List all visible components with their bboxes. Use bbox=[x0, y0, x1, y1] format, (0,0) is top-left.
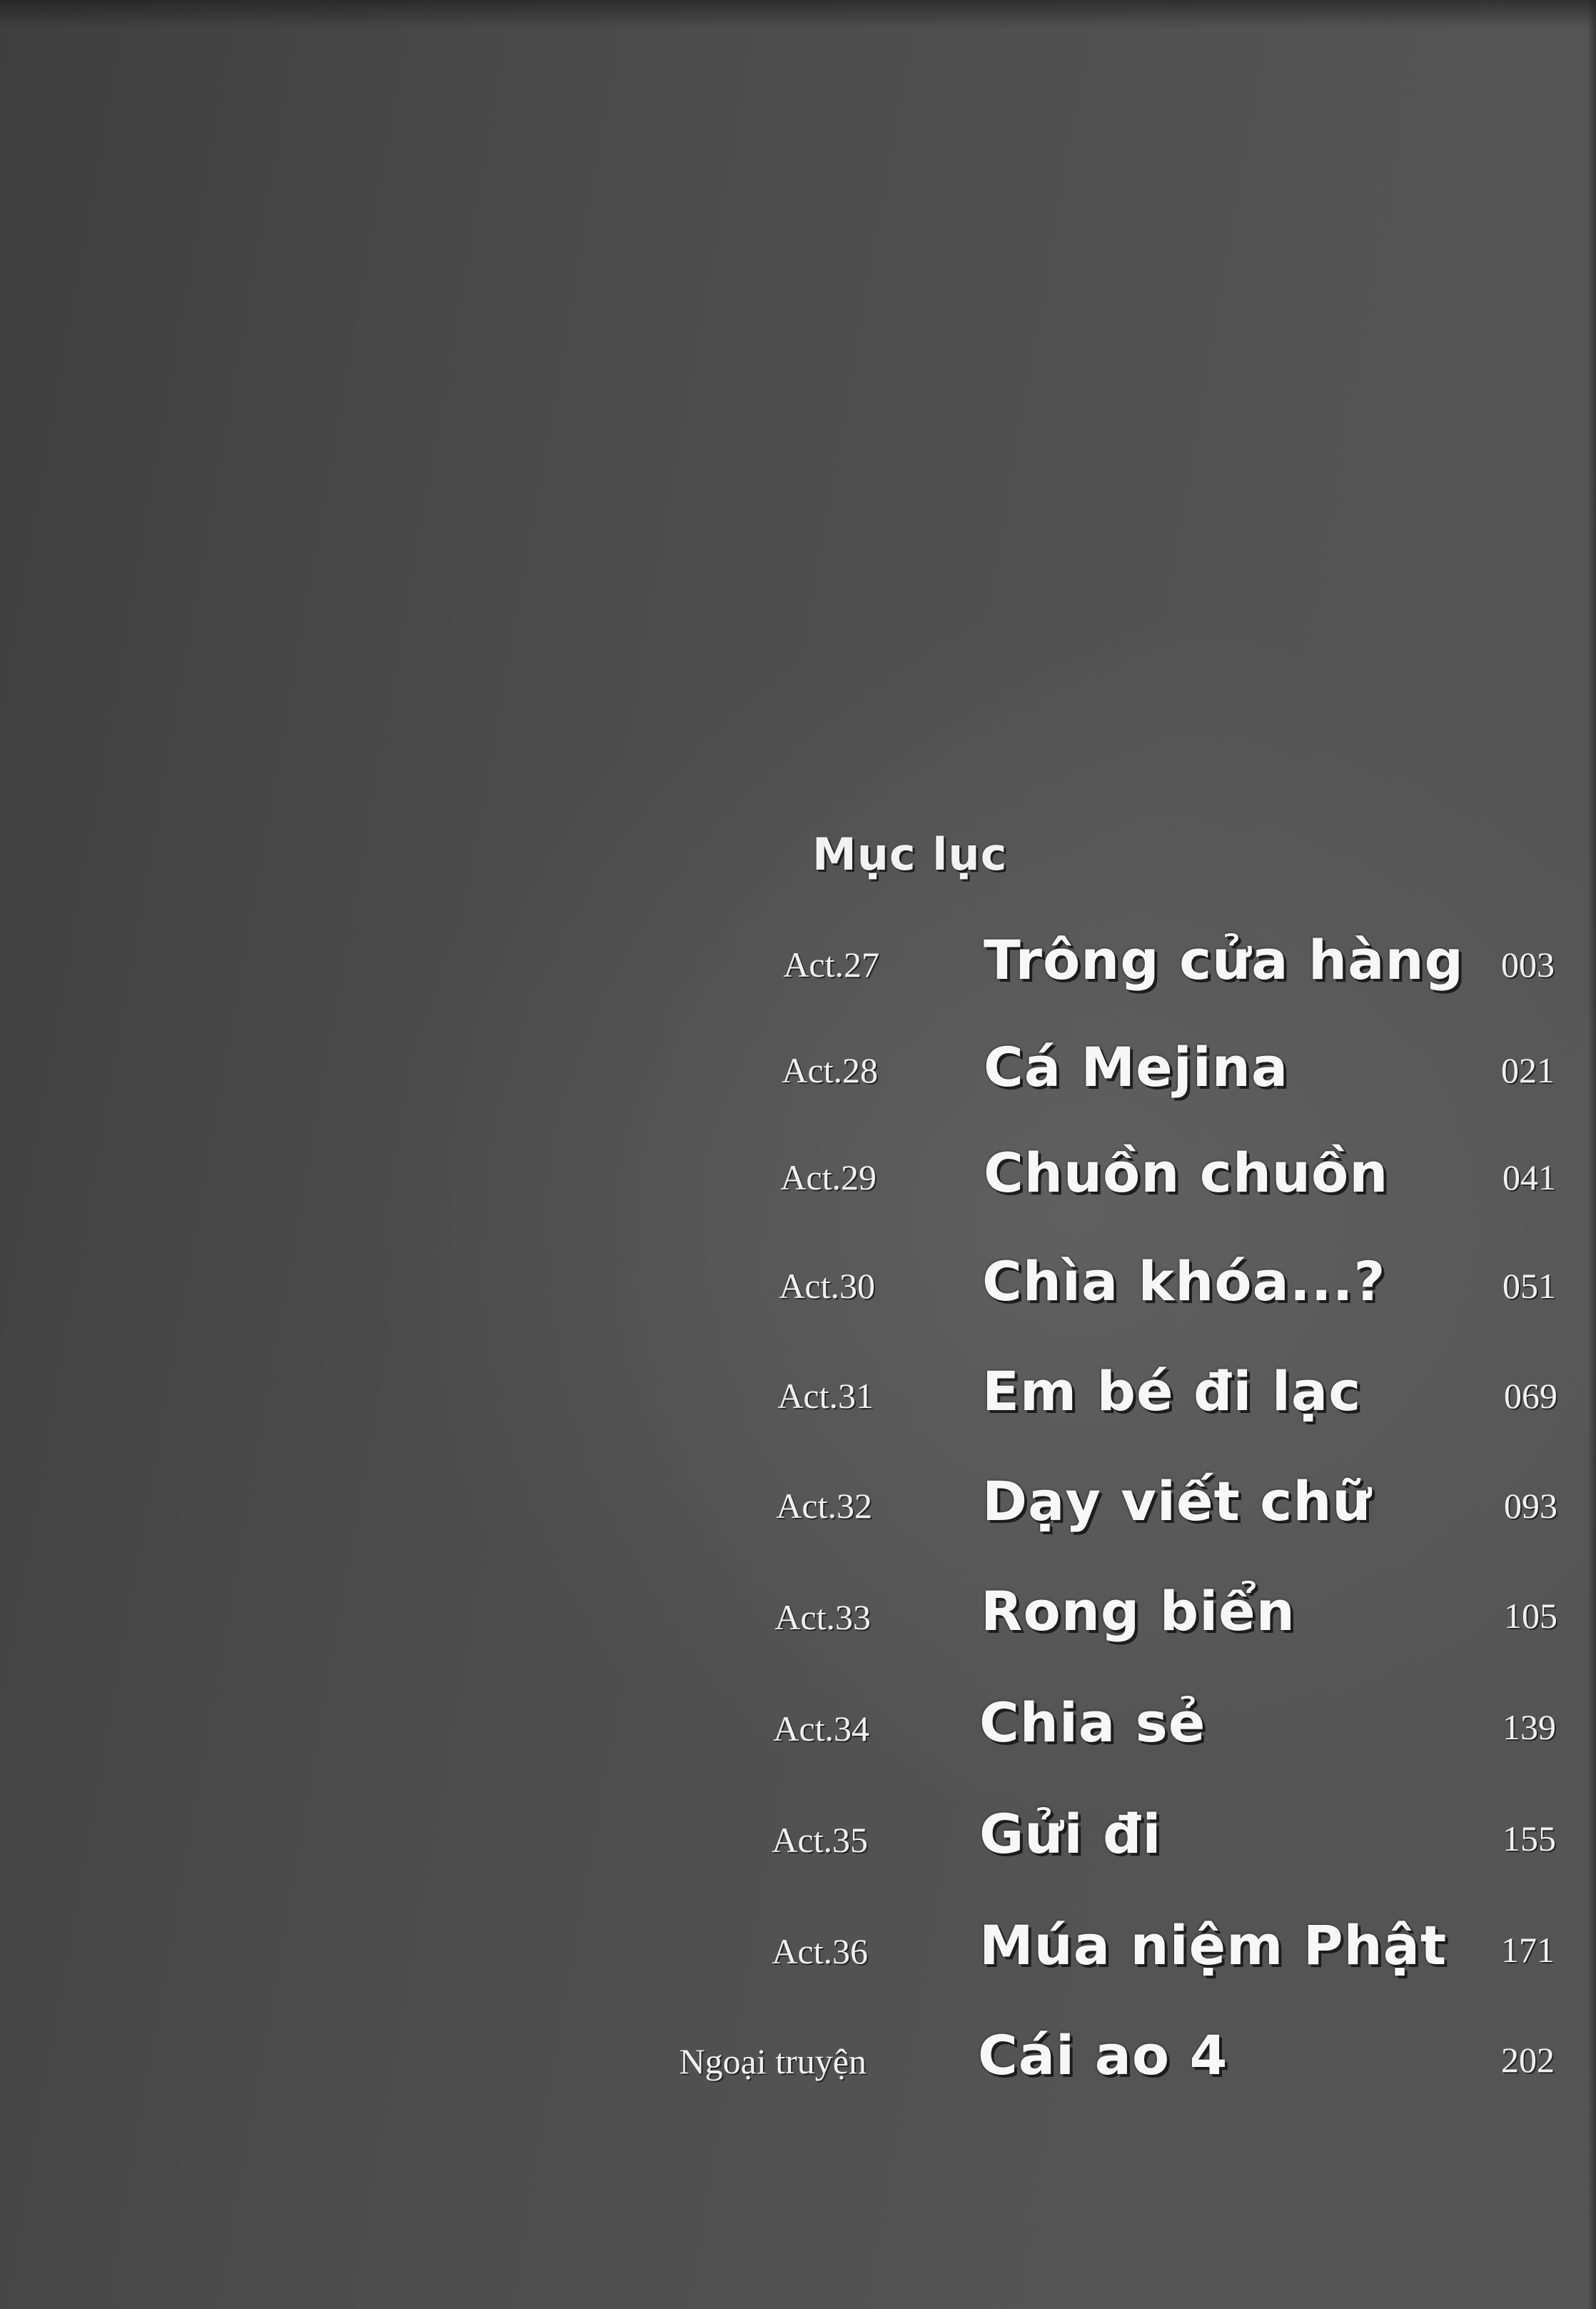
toc-entry-label: Act.35 bbox=[772, 1820, 868, 1860]
toc-entry-label: Act.32 bbox=[776, 1486, 872, 1526]
toc-entry-page: 051 bbox=[1502, 1266, 1556, 1306]
toc-entry bbox=[0, 1249, 1596, 1335]
toc-entry-label: Act.28 bbox=[782, 1050, 878, 1090]
toc-entry-page: 069 bbox=[1504, 1376, 1557, 1416]
toc-entry-title: Chìa khóa...? bbox=[982, 1249, 1386, 1313]
toc-entry-page: 171 bbox=[1501, 1930, 1555, 1970]
toc-entry bbox=[0, 1802, 1596, 1888]
toc-entry-title: Rong biển bbox=[981, 1579, 1296, 1643]
toc-entry bbox=[0, 1359, 1596, 1445]
toc-entry-title: Múa niệm Phật bbox=[979, 1913, 1448, 1977]
toc-entry-page: 021 bbox=[1501, 1050, 1555, 1090]
toc-entry-title: Gửi đi bbox=[979, 1802, 1162, 1866]
toc-entry-page: 139 bbox=[1502, 1707, 1556, 1747]
toc-heading: Mục lục bbox=[812, 828, 1008, 880]
toc-entry bbox=[0, 1579, 1596, 1665]
toc-entry-label: Ngoại truyện bbox=[679, 2041, 867, 2081]
toc-entry-label: Act.34 bbox=[773, 1709, 869, 1749]
toc-entry-label: Act.30 bbox=[779, 1266, 875, 1306]
toc-entry bbox=[0, 1469, 1596, 1555]
toc-entry-title: Chia sẻ bbox=[979, 1691, 1206, 1754]
toc-entry-page: 155 bbox=[1502, 1818, 1556, 1858]
toc-entry-title: Cá Mejina bbox=[984, 1035, 1289, 1099]
toc-entry-page: 202 bbox=[1501, 2040, 1555, 2080]
toc-entry-title: Cái ao 4 bbox=[978, 2023, 1228, 2087]
toc-entry-label: Act.33 bbox=[774, 1597, 871, 1637]
toc-entry bbox=[0, 1691, 1596, 1776]
toc-entry-label: Act.29 bbox=[780, 1157, 877, 1197]
toc-entry bbox=[0, 1141, 1596, 1227]
toc-entry-title: Chuồn chuồn bbox=[984, 1141, 1389, 1204]
page-top-shadow bbox=[0, 0, 1596, 29]
toc-entry-label: Act.36 bbox=[772, 1931, 868, 1971]
toc-entry-title: Em bé đi lạc bbox=[982, 1359, 1362, 1423]
toc-entry-page: 105 bbox=[1504, 1596, 1557, 1636]
toc-entry-label: Act.27 bbox=[783, 945, 879, 985]
toc-entry-page: 003 bbox=[1501, 945, 1555, 985]
toc-entry-title: Trông cửa hàng bbox=[984, 928, 1464, 992]
toc-entry bbox=[0, 1913, 1596, 1999]
toc-entry bbox=[0, 1035, 1596, 1121]
toc-entry-page: 041 bbox=[1502, 1157, 1556, 1197]
toc-entry bbox=[0, 928, 1596, 1014]
toc-entry-page: 093 bbox=[1504, 1486, 1557, 1526]
toc-entry-label: Act.31 bbox=[777, 1376, 874, 1416]
toc-entry-title: Dạy viết chữ bbox=[982, 1469, 1372, 1533]
toc-entry bbox=[0, 2023, 1596, 2109]
